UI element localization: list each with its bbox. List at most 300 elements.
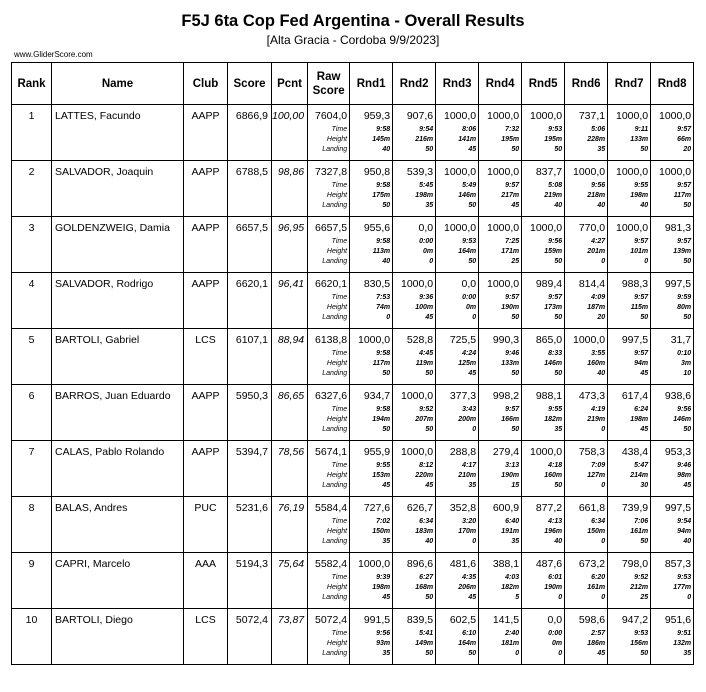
round-time: 5:41: [419, 630, 434, 637]
round-landing: 45: [468, 594, 477, 601]
round-time: 5:45: [419, 182, 434, 189]
round-time: 9:57: [634, 238, 649, 245]
round-cell: [436, 217, 479, 273]
height-label: Height: [326, 528, 348, 535]
round-cell: [479, 217, 522, 273]
round-details: [479, 237, 519, 267]
round-score: 988,1: [535, 390, 563, 402]
round-details: [565, 293, 605, 323]
club-cell: AAA: [184, 553, 228, 609]
round-time: 4:35: [462, 574, 477, 581]
round-score: 1000,0: [444, 166, 477, 178]
round-cell: [565, 497, 608, 553]
round-score: 352,8: [449, 502, 477, 514]
round-score: 1000,0: [573, 166, 606, 178]
percent-cell: 76,19: [272, 497, 308, 553]
raw-score-cell: [308, 609, 350, 665]
round-height: 3m: [681, 360, 692, 367]
round-cell: [522, 553, 565, 609]
round-cell: [393, 217, 436, 273]
round-details: [393, 293, 433, 323]
round-height: 206m: [458, 584, 477, 591]
raw-score-cell: [308, 273, 350, 329]
page-subtitle: [Alta Gracia - Cordoba 9/9/2023]: [266, 33, 440, 47]
round-height: 183m: [415, 528, 434, 535]
round-landing: 35: [468, 482, 477, 489]
col-header-name: Name: [52, 63, 184, 105]
round-height: 132m: [673, 640, 692, 647]
round-score: 1000,0: [530, 446, 563, 458]
round-height: 161m: [630, 528, 649, 535]
score-cell: 6788,5: [228, 161, 272, 217]
round-landing: 50: [382, 202, 391, 209]
round-score: 1000,0: [573, 334, 606, 346]
website-label: www.GliderScore.com: [14, 50, 93, 59]
round-cell: [565, 217, 608, 273]
pilot-name: BARTOLI, Gabriel: [52, 329, 184, 385]
round-height: 219m: [587, 416, 606, 423]
table-row: [12, 161, 694, 217]
round-score: 896,6: [406, 558, 434, 570]
round-landing: 50: [554, 314, 563, 321]
round-cell: [393, 441, 436, 497]
round-height: 181m: [501, 640, 520, 647]
round-height: 145m: [372, 136, 391, 143]
time-label: Time: [331, 238, 348, 245]
round-landing: 0: [558, 650, 563, 657]
round-time: 9:58: [376, 238, 391, 245]
round-score: 1000,0: [487, 278, 520, 290]
round-height: 141m: [458, 136, 477, 143]
round-cell: [479, 273, 522, 329]
round-cell: [436, 441, 479, 497]
round-landing: 0: [472, 426, 477, 433]
round-landing: 0: [687, 594, 692, 601]
round-landing: 50: [640, 650, 649, 657]
raw-score-cell: [308, 329, 350, 385]
round-cell: [565, 441, 608, 497]
round-cell: [522, 105, 565, 161]
col-header-rank: Rank: [12, 63, 52, 105]
round-score: 141,5: [492, 614, 520, 626]
round-time: 7:06: [634, 518, 649, 525]
club-cell: AAPP: [184, 273, 228, 329]
round-score: 1000,0: [358, 334, 391, 346]
round-time: 9:52: [634, 574, 649, 581]
round-score: 997,5: [621, 334, 649, 346]
round-cell: [393, 497, 436, 553]
raw-score-value: 5072,4: [315, 614, 348, 626]
round-height: 146m: [458, 192, 477, 199]
pilot-name: GOLDENZWEIG, Damia: [52, 217, 184, 273]
round-landing: 10: [683, 370, 692, 377]
round-time: 6:27: [419, 574, 434, 581]
round-height: 198m: [630, 192, 649, 199]
round-landing: 45: [468, 146, 477, 153]
round-details: [436, 573, 476, 603]
table-row: [12, 441, 694, 497]
round-time: 6:10: [462, 630, 477, 637]
round-score: 1000,0: [358, 558, 391, 570]
round-details: [350, 293, 390, 323]
round-details: [565, 461, 605, 491]
percent-cell: 73,87: [272, 609, 308, 665]
round-landing: 45: [468, 370, 477, 377]
round-time: 9:56: [548, 238, 563, 245]
club-cell: AAPP: [184, 161, 228, 217]
round-cell: [393, 385, 436, 441]
round-details: [608, 573, 648, 603]
round-time: 9:46: [505, 350, 520, 357]
height-label: Height: [326, 416, 348, 423]
round-time: 9:57: [677, 126, 692, 133]
round-score: 857,3: [664, 558, 692, 570]
rank-cell: 9: [12, 553, 52, 609]
round-score: 997,5: [664, 502, 692, 514]
round-height: 98m: [677, 472, 692, 479]
sub-labels: [308, 405, 347, 435]
round-score: 737,1: [578, 110, 606, 122]
table-row: [12, 385, 694, 441]
height-label: Height: [326, 192, 348, 199]
round-details: [393, 461, 433, 491]
round-height: 117m: [372, 360, 391, 367]
sub-labels: [308, 237, 347, 267]
round-time: 5:47: [634, 462, 649, 469]
round-score: 990,3: [492, 334, 520, 346]
raw-score-cell: [308, 105, 350, 161]
round-score: 539,3: [406, 166, 434, 178]
round-cell: [651, 329, 694, 385]
round-time: 9:53: [548, 126, 563, 133]
round-details: [565, 573, 605, 603]
round-time: 4:24: [462, 350, 477, 357]
round-cell: [350, 329, 393, 385]
round-score: 725,5: [449, 334, 477, 346]
round-height: 161m: [587, 584, 606, 591]
round-height: 191m: [501, 528, 520, 535]
sub-labels: [308, 461, 347, 491]
round-cell: [436, 273, 479, 329]
round-height: 150m: [372, 528, 391, 535]
round-height: 212m: [630, 584, 649, 591]
round-time: 4:09: [591, 294, 606, 301]
round-landing: 45: [382, 482, 391, 489]
round-details: [479, 293, 519, 323]
time-label: Time: [331, 574, 348, 581]
raw-score-cell: [308, 161, 350, 217]
round-cell: [651, 273, 694, 329]
round-height: 119m: [415, 360, 434, 367]
round-cell: [350, 609, 393, 665]
round-landing: 40: [382, 146, 391, 153]
round-cell: [651, 441, 694, 497]
round-cell: [651, 385, 694, 441]
club-cell: LCS: [184, 329, 228, 385]
round-details: [651, 293, 691, 323]
score-cell: 6620,1: [228, 273, 272, 329]
table-row: [12, 609, 694, 665]
round-landing: 20: [597, 314, 606, 321]
round-landing: 45: [640, 370, 649, 377]
round-landing: 20: [683, 146, 692, 153]
round-details: [350, 461, 390, 491]
percent-cell: 98,86: [272, 161, 308, 217]
height-label: Height: [326, 360, 348, 367]
round-cell: [393, 105, 436, 161]
round-landing: 50: [511, 146, 520, 153]
round-score: 938,6: [664, 390, 692, 402]
round-details: [651, 349, 691, 379]
round-score: 31,7: [670, 334, 692, 346]
round-landing: 50: [554, 146, 563, 153]
round-cell: [479, 161, 522, 217]
round-details: [651, 125, 691, 155]
round-landing: 0: [644, 258, 649, 265]
round-details: [565, 181, 605, 211]
round-height: 94m: [677, 528, 692, 535]
time-label: Time: [331, 462, 348, 469]
round-landing: 40: [425, 538, 434, 545]
round-score: 0,0: [547, 614, 563, 626]
round-details: [393, 573, 433, 603]
round-score: 950,8: [363, 166, 391, 178]
round-landing: 0: [601, 594, 606, 601]
rank-cell: 1: [12, 105, 52, 161]
round-score: 626,7: [406, 502, 434, 514]
pilot-name: SALVADOR, Joaquin: [52, 161, 184, 217]
round-details: [608, 181, 648, 211]
round-score: 830,5: [363, 278, 391, 290]
club-cell: AAPP: [184, 217, 228, 273]
round-landing: 30: [640, 482, 649, 489]
club-cell: LCS: [184, 609, 228, 665]
round-details: [436, 517, 476, 547]
round-landing: 50: [554, 258, 563, 265]
round-cell: [393, 609, 436, 665]
percent-cell: 96,95: [272, 217, 308, 273]
round-cell: [522, 497, 565, 553]
round-details: [608, 629, 648, 659]
round-cell: [436, 385, 479, 441]
round-details: [479, 629, 519, 659]
round-cell: [565, 609, 608, 665]
raw-score-value: 6327,6: [315, 390, 348, 402]
sub-labels: [308, 517, 347, 547]
round-score: 1000,0: [444, 110, 477, 122]
round-height: 217m: [501, 192, 520, 199]
round-cell: [651, 161, 694, 217]
col-header-rnd6: Rnd6: [565, 63, 608, 105]
round-cell: [651, 105, 694, 161]
round-time: 9:46: [677, 462, 692, 469]
round-height: 127m: [587, 472, 606, 479]
round-time: 9:57: [677, 182, 692, 189]
round-landing: 0: [558, 594, 563, 601]
round-details: [565, 237, 605, 267]
round-details: [522, 405, 562, 435]
round-details: [651, 629, 691, 659]
round-cell: [522, 329, 565, 385]
round-details: [565, 405, 605, 435]
round-details: [393, 405, 433, 435]
round-time: 3:43: [462, 406, 477, 413]
round-details: [608, 405, 648, 435]
round-landing: 50: [554, 482, 563, 489]
round-landing: 50: [640, 314, 649, 321]
round-score: 953,3: [664, 446, 692, 458]
round-cell: [479, 497, 522, 553]
round-landing: 35: [554, 426, 563, 433]
round-details: [522, 461, 562, 491]
round-height: 160m: [587, 360, 606, 367]
landing-label: Landing: [322, 426, 348, 433]
round-details: [436, 629, 476, 659]
raw-score-value: 5584,4: [315, 502, 348, 514]
round-time: 0:00: [462, 294, 477, 301]
round-score: 981,3: [664, 222, 692, 234]
col-header-rnd1: Rnd1: [350, 63, 393, 105]
round-landing: 50: [468, 202, 477, 209]
height-label: Height: [326, 304, 348, 311]
round-time: 7:25: [505, 238, 520, 245]
round-time: 3:13: [505, 462, 520, 469]
round-landing: 35: [511, 538, 520, 545]
round-cell: [479, 553, 522, 609]
round-cell: [565, 385, 608, 441]
round-time: 7:53: [376, 294, 391, 301]
round-height: 139m: [673, 248, 692, 255]
round-landing: 45: [425, 314, 434, 321]
round-time: 9:59: [677, 294, 692, 301]
round-score: 839,5: [406, 614, 434, 626]
round-height: 80m: [677, 304, 692, 311]
round-score: 1000,0: [401, 278, 434, 290]
raw-score-value: 6138,8: [315, 334, 348, 346]
rank-cell: 3: [12, 217, 52, 273]
round-cell: [393, 273, 436, 329]
round-details: [350, 349, 390, 379]
round-details: [608, 237, 648, 267]
raw-header-line2: Score: [312, 84, 345, 97]
round-height: 173m: [544, 304, 563, 311]
round-height: 195m: [501, 136, 520, 143]
raw-score-value: 6657,5: [315, 222, 348, 234]
round-score: 600,9: [492, 502, 520, 514]
sub-labels: [308, 573, 347, 603]
round-cell: [565, 273, 608, 329]
table-row: [12, 329, 694, 385]
round-height: 201m: [587, 248, 606, 255]
round-time: 9:53: [677, 574, 692, 581]
round-details: [608, 461, 648, 491]
round-landing: 50: [382, 370, 391, 377]
page-title: F5J 6ta Cop Fed Argentina - Overall Results: [181, 12, 525, 30]
sub-labels: [308, 349, 347, 379]
round-height: 156m: [630, 640, 649, 647]
round-time: 3:20: [462, 518, 477, 525]
round-landing: 0: [429, 258, 434, 265]
round-time: 9:55: [634, 182, 649, 189]
col-header-rnd3: Rnd3: [436, 63, 479, 105]
round-height: 196m: [544, 528, 563, 535]
round-score: 528,8: [406, 334, 434, 346]
raw-score-value: 6620,1: [315, 278, 348, 290]
round-landing: 35: [597, 146, 606, 153]
round-cell: [393, 553, 436, 609]
round-height: 190m: [501, 304, 520, 311]
round-time: 9:58: [376, 126, 391, 133]
round-cell: [651, 553, 694, 609]
round-time: 2:40: [505, 630, 520, 637]
round-landing: 0: [472, 314, 477, 321]
time-label: Time: [331, 294, 348, 301]
round-score: 661,8: [578, 502, 606, 514]
round-time: 4:03: [505, 574, 520, 581]
time-label: Time: [331, 126, 348, 133]
round-cell: [436, 553, 479, 609]
round-time: 9:57: [634, 294, 649, 301]
round-details: [436, 461, 476, 491]
round-time: 6:40: [505, 518, 520, 525]
percent-cell: 75,64: [272, 553, 308, 609]
col-header-rnd7: Rnd7: [608, 63, 651, 105]
round-height: 190m: [544, 584, 563, 591]
round-score: 989,4: [535, 278, 563, 290]
round-landing: 50: [425, 426, 434, 433]
col-header-pcnt: Pcnt: [272, 63, 308, 105]
raw-header-line1: Raw: [316, 70, 341, 83]
round-details: [608, 349, 648, 379]
round-landing: 0: [601, 482, 606, 489]
round-height: 166m: [501, 416, 520, 423]
round-time: 9:58: [376, 350, 391, 357]
round-height: 194m: [372, 416, 391, 423]
percent-cell: 100,00: [272, 105, 308, 161]
table-row: [12, 217, 694, 273]
round-height: 0m: [423, 248, 434, 255]
round-height: 198m: [372, 584, 391, 591]
round-cell: [479, 105, 522, 161]
score-cell: 5394,7: [228, 441, 272, 497]
round-time: 4:19: [591, 406, 606, 413]
round-cell: [350, 217, 393, 273]
round-score: 1000,0: [444, 222, 477, 234]
sub-labels: [308, 125, 347, 155]
round-cell: [436, 609, 479, 665]
score-cell: 6657,5: [228, 217, 272, 273]
round-time: 8:33: [548, 350, 563, 357]
round-cell: [565, 553, 608, 609]
round-score: 991,5: [363, 614, 391, 626]
round-height: 175m: [372, 192, 391, 199]
round-height: 186m: [587, 640, 606, 647]
results-body: [12, 105, 694, 665]
round-landing: 0: [386, 314, 391, 321]
round-landing: 40: [554, 538, 563, 545]
rank-cell: 8: [12, 497, 52, 553]
round-cell: [651, 497, 694, 553]
round-details: [479, 517, 519, 547]
round-landing: 40: [640, 202, 649, 209]
round-time: 4:17: [462, 462, 477, 469]
round-landing: 50: [425, 146, 434, 153]
club-cell: PUC: [184, 497, 228, 553]
rank-cell: 2: [12, 161, 52, 217]
round-score: 388,1: [492, 558, 520, 570]
round-time: 4:27: [591, 238, 606, 245]
round-cell: [522, 273, 565, 329]
